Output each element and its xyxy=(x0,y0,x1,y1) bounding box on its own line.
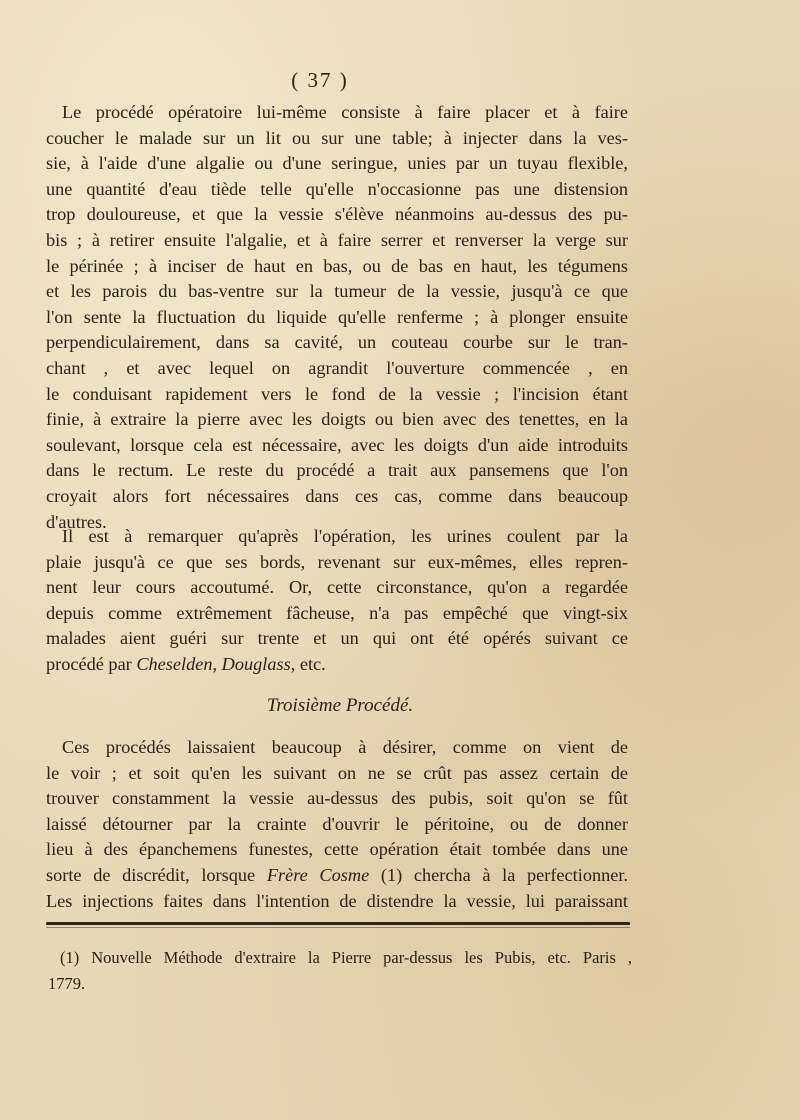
footnote-divider xyxy=(46,922,630,925)
text-fragment: sorte de discrédit, lorsque xyxy=(46,864,267,885)
author-name: Frère Cosme xyxy=(266,864,370,885)
text-line: lieu à des épanchemens funestes, cette opération était tombée dans une xyxy=(46,839,628,860)
text-line: trouver constamment la vessie au-dessus des pubis, soit qu'on se fût xyxy=(46,788,628,809)
text-fragment: , xyxy=(212,653,222,674)
text-line: Il est à remarquer qu'après l'opération, les urines coulent par la xyxy=(62,526,628,546)
paragraph-3 xyxy=(46,735,628,914)
text-fragment: , etc. xyxy=(290,653,326,674)
author-name: Cheselden xyxy=(136,653,213,674)
text-line: malades aient guéri sur trente et un qui ont été opérés suivant ce xyxy=(46,628,628,649)
text-line: nent leur cours accoutumé. Or, cette circonstance, qu'on a regardée xyxy=(46,577,628,598)
text-line: l'on sente la fluctuation du liquide qu'elle renferme ; à plonger ensuite xyxy=(46,306,628,327)
section-heading: Troisième Procédé. xyxy=(266,695,414,716)
text-line: Le procédé opératoire lui-même consiste à faire placer et à faire xyxy=(62,102,628,122)
text-line: soulevant, lorsque cela est nécessaire, avec les doigts d'un aide introduits xyxy=(46,434,628,455)
footnote xyxy=(48,945,632,996)
text-line: Ces procédés laissaient beaucoup à désirer, comme on vient de xyxy=(62,737,628,757)
text-line: plaie jusqu'à ce que ses bords, revenant sur eux-mêmes, elles repren- xyxy=(46,551,628,572)
text-line xyxy=(46,863,628,889)
text-line: depuis comme extrêmement fâcheuse, n'a pas empêché que vingt-six xyxy=(46,602,628,623)
text-line: le périnée ; à inciser de haut en bas, ou de bas en haut, les tégumens xyxy=(46,255,628,276)
text-line: croyait alors fort nécessaires dans ces cas, comme dans beaucoup xyxy=(46,485,628,506)
author-name: Douglass xyxy=(221,653,291,674)
paragraph-1 xyxy=(46,100,628,535)
footnote-divider-shadow xyxy=(46,927,630,928)
text-fragment: procédé par xyxy=(46,653,137,674)
text-line: sie, à l'aide d'une algalie ou d'une seringue, unies par un tuyau flexible, xyxy=(46,153,628,174)
text-line: dans le rectum. Le reste du procédé a trait aux pansemens que l'on xyxy=(46,460,628,481)
footnote-line: (1) Nouvelle Méthode d'extraire la Pierre par-dessus les Pubis, etc. Paris , xyxy=(60,948,632,967)
footnote-line: 1779. xyxy=(48,973,86,993)
text-line: une quantité d'eau tiède telle qu'elle n'occasionne pas une distension xyxy=(46,178,628,199)
text-line: Les injections faites dans l'intention de distendre la vessie, lui paraissant xyxy=(46,890,628,911)
text-line: bis ; à retirer ensuite l'algalie, et à faire serrer et renverser la verge sur xyxy=(46,229,628,250)
text-line: laissé détourner par la crainte d'ouvrir le péritoine, ou de donner xyxy=(46,813,628,834)
text-line: le conduisant rapidement vers le fond de la vessie ; l'incision étant xyxy=(46,383,628,404)
text-line: et les parois du bas-ventre sur la tumeur de la vessie, jusqu'à ce que xyxy=(46,281,628,302)
text-line xyxy=(46,652,628,678)
paragraph-2 xyxy=(46,524,628,678)
text-line: d'autres. xyxy=(46,511,107,532)
text-line: le voir ; et soit qu'en les suivant on ne se crût pas assez certain de xyxy=(46,762,628,783)
text-line: coucher le malade sur un lit ou sur une table; à injecter dans la ves- xyxy=(46,127,628,148)
text-line: trop douloureuse, et que la vessie s'élève néanmoins au-dessus des pu- xyxy=(46,204,628,225)
text-line: perpendiculairement, dans sa cavité, un couteau courbe sur le tran- xyxy=(46,332,628,353)
text-line: finie, à extraire la pierre avec les doigts ou bien avec des tenettes, en la xyxy=(46,409,628,430)
page-number: ( 37 ) xyxy=(291,68,349,92)
text-line: chant , et avec lequel on agrandit l'ouverture commencée , en xyxy=(46,357,628,378)
text-fragment: (1) chercha à la perfectionner. xyxy=(369,864,628,885)
